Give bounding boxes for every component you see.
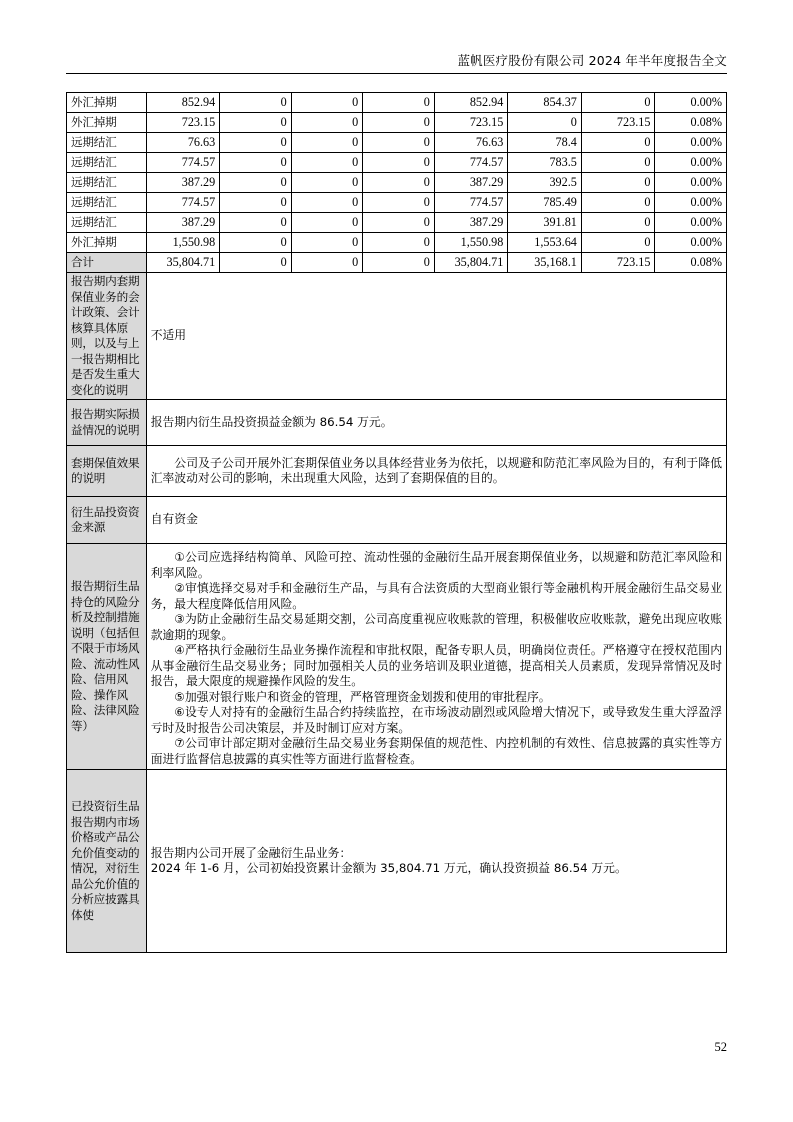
cell-c1: 723.15	[146, 113, 220, 133]
row-value-funding-source: 自有资金	[146, 497, 726, 544]
cell-c2: 0	[220, 93, 292, 113]
cell-c8: 0.08%	[655, 113, 727, 133]
row-label-risk-analysis: 报告期衍生品持仓的风险分析及控制措施说明（包括但不限于市场风险、流动性风险、信用风险、操作风险、法律风险等）	[67, 544, 147, 770]
derivative-type: 远期结汇	[67, 193, 147, 213]
derivative-type: 远期结汇	[67, 173, 147, 193]
table-row-risk-analysis	[67, 544, 727, 770]
cell-c1: 774.57	[146, 153, 220, 173]
table-row	[67, 113, 727, 133]
cell-c7: 0	[581, 233, 655, 253]
derivative-type: 外汇掉期	[67, 113, 147, 133]
cell-c2: 0	[220, 213, 292, 233]
cell-c5: 774.57	[434, 153, 508, 173]
derivatives-description-rows	[67, 273, 727, 953]
risk-item: ⑦公司审计部定期对金融衍生品交易业务套期保值的规范性、内控机制的有效性、信息披露的真实性等方面进行监督信息披露的真实性等方面进行监督检查。	[150, 736, 722, 766]
cell-c8: 0.00%	[655, 153, 727, 173]
cell-c5: 387.29	[434, 173, 508, 193]
cell-c3: 0	[291, 233, 363, 253]
cell-c2: 0	[220, 153, 292, 173]
derivatives-disclosure-table	[66, 92, 727, 953]
table-row	[67, 213, 727, 233]
table-row	[67, 153, 727, 173]
risk-item: ①公司应选择结构简单、风险可控、流动性强的金融衍生品开展套期保值业务，以规避和防范汇率风险和利率风险。	[150, 550, 722, 580]
table-row	[67, 173, 727, 193]
cell-c5: 76.63	[434, 133, 508, 153]
cell-c4: 0	[363, 233, 435, 253]
table-row-funding-source	[67, 497, 727, 544]
cell-c3: 0	[291, 253, 363, 273]
cell-c1: 852.94	[146, 93, 220, 113]
cell-c6: 78.4	[508, 133, 582, 153]
derivative-type: 远期结汇	[67, 213, 147, 233]
derivative-type: 远期结汇	[67, 153, 147, 173]
risk-analysis-items	[151, 550, 722, 767]
page-header	[66, 52, 727, 74]
cell-c2: 0	[220, 173, 292, 193]
table-row-total	[67, 253, 727, 273]
cell-c5: 774.57	[434, 193, 508, 213]
cell-c1: 76.63	[146, 133, 220, 153]
cell-c7: 0	[581, 193, 655, 213]
cell-c7: 0	[581, 133, 655, 153]
row-label-hedging-effect: 套期保值效果的说明	[67, 446, 147, 497]
cell-c4: 0	[363, 173, 435, 193]
row-label-fair-value-change: 已投资衍生品报告期内市场价格或产品公允价值变动的情况，对衍生品公允价值的分析应披露具体使	[67, 770, 147, 953]
cell-c8: 0.08%	[655, 253, 727, 273]
cell-c8: 0.00%	[655, 173, 727, 193]
cell-c5: 35,804.71	[434, 253, 508, 273]
cell-c3: 0	[291, 173, 363, 193]
risk-item: ④严格执行金融衍生品业务操作流程和审批权限，配备专职人员，明确岗位责任。严格遵守在授权范围内从事金融衍生品交易业务；同时加强相关人员的业务培训及职业道德，提高相关人员素质，发现异常情况及时报告，最大限度的规避操作风险的发生。	[150, 643, 722, 688]
cell-c7: 723.15	[581, 113, 655, 133]
cell-c1: 35,804.71	[146, 253, 220, 273]
fair-value-line-2: 2024 年 1-6 月，公司初始投资累计金额为 35,804.71 万元，确认投资损益 86.54 万元。	[150, 861, 627, 875]
cell-c7: 0	[581, 213, 655, 233]
cell-c3: 0	[291, 93, 363, 113]
cell-c4: 0	[363, 93, 435, 113]
cell-c6: 783.5	[508, 153, 582, 173]
cell-c2: 0	[220, 253, 292, 273]
cell-c6: 0	[508, 113, 582, 133]
cell-c4: 0	[363, 153, 435, 173]
cell-c7: 0	[581, 173, 655, 193]
cell-c3: 0	[291, 213, 363, 233]
cell-c8: 0.00%	[655, 93, 727, 113]
cell-c6: 391.81	[508, 213, 582, 233]
cell-c7: 0	[581, 153, 655, 173]
row-value-risk-analysis	[146, 544, 726, 770]
row-value-accounting-policy: 不适用	[146, 273, 726, 400]
cell-c3: 0	[291, 133, 363, 153]
cell-c4: 0	[363, 113, 435, 133]
cell-c3: 0	[291, 113, 363, 133]
cell-c4: 0	[363, 213, 435, 233]
cell-c2: 0	[220, 233, 292, 253]
row-value-fair-value-change	[146, 770, 726, 953]
cell-c4: 0	[363, 193, 435, 213]
table-row-actual-gain-loss	[67, 400, 727, 446]
derivative-type: 外汇掉期	[67, 93, 147, 113]
risk-item: ⑥设专人对持有的金融衍生品合约持续监控，在市场波动剧烈或风险增大情况下，或导致发生重大浮盈浮亏时及时报告公司决策层，并及时制订应对方案。	[150, 705, 722, 735]
table-row	[67, 93, 727, 113]
cell-c2: 0	[220, 113, 292, 133]
cell-c1: 1,550.98	[146, 233, 220, 253]
row-value-hedging-effect	[146, 446, 726, 497]
cell-c8: 0.00%	[655, 133, 727, 153]
total-label: 合计	[67, 253, 147, 273]
cell-c5: 1,550.98	[434, 233, 508, 253]
table-row-fair-value-change	[67, 770, 727, 953]
table-row	[67, 233, 727, 253]
risk-item: ②审慎选择交易对手和金融衍生产品，与具有合法资质的大型商业银行等金融机构开展金融衍生品交易业务，最大程度降低信用风险。	[150, 581, 722, 611]
cell-c6: 35,168.1	[508, 253, 582, 273]
page-number: 52	[714, 1040, 727, 1054]
cell-c1: 774.57	[146, 193, 220, 213]
row-label-actual-gain-loss: 报告期实际损益情况的说明	[67, 400, 147, 446]
row-value-actual-gain-loss: 报告期内衍生品投资损益金额为 86.54 万元。	[146, 400, 726, 446]
cell-c5: 723.15	[434, 113, 508, 133]
hedging-effect-paragraph: 公司及子公司开展外汇套期保值业务以具体经营业务为依托，以规避和防范汇率风险为目的，有利于降低汇率波动对公司的影响，未出现重大风险，达到了套期保值的目的。	[150, 455, 722, 485]
cell-c2: 0	[220, 133, 292, 153]
cell-c6: 392.5	[508, 173, 582, 193]
fair-value-line-1: 报告期内公司开展了金融衍生品业务：	[150, 845, 352, 860]
cell-c1: 387.29	[146, 173, 220, 193]
risk-item: ③为防止金融衍生品交易延期交割，公司高度重视应收账款的管理，积极催收应收账款，避免出现应收账款逾期的现象。	[150, 612, 722, 642]
header-title: 蓝帆医疗股份有限公司 2024 年半年度报告全文	[457, 53, 727, 68]
cell-c8: 0.00%	[655, 193, 727, 213]
table-row-hedging-effect	[67, 446, 727, 497]
cell-c5: 387.29	[434, 213, 508, 233]
table-row-accounting-policy	[67, 273, 727, 400]
row-label-accounting-policy: 报告期内套期保值业务的会计政策、会计核算具体原则，以及与上一报告期相比是否发生重大变化的说明	[67, 273, 147, 400]
cell-c6: 854.37	[508, 93, 582, 113]
cell-c4: 0	[363, 133, 435, 153]
cell-c8: 0.00%	[655, 213, 727, 233]
cell-c3: 0	[291, 153, 363, 173]
cell-c6: 785.49	[508, 193, 582, 213]
cell-c4: 0	[363, 253, 435, 273]
risk-item: ⑤加强对银行账户和资金的管理，严格管理资金划拨和使用的审批程序。	[174, 689, 551, 704]
cell-c2: 0	[220, 193, 292, 213]
derivative-type: 远期结汇	[67, 133, 147, 153]
derivatives-rows	[67, 93, 727, 273]
header-rule	[66, 73, 727, 74]
table-row	[67, 133, 727, 153]
derivative-type: 外汇掉期	[67, 233, 147, 253]
cell-c7: 723.15	[581, 253, 655, 273]
cell-c7: 0	[581, 93, 655, 113]
table-row	[67, 193, 727, 213]
cell-c1: 387.29	[146, 213, 220, 233]
cell-c3: 0	[291, 193, 363, 213]
row-label-funding-source: 衍生品投资资金来源	[67, 497, 147, 544]
cell-c5: 852.94	[434, 93, 508, 113]
cell-c6: 1,553.64	[508, 233, 582, 253]
cell-c8: 0.00%	[655, 233, 727, 253]
